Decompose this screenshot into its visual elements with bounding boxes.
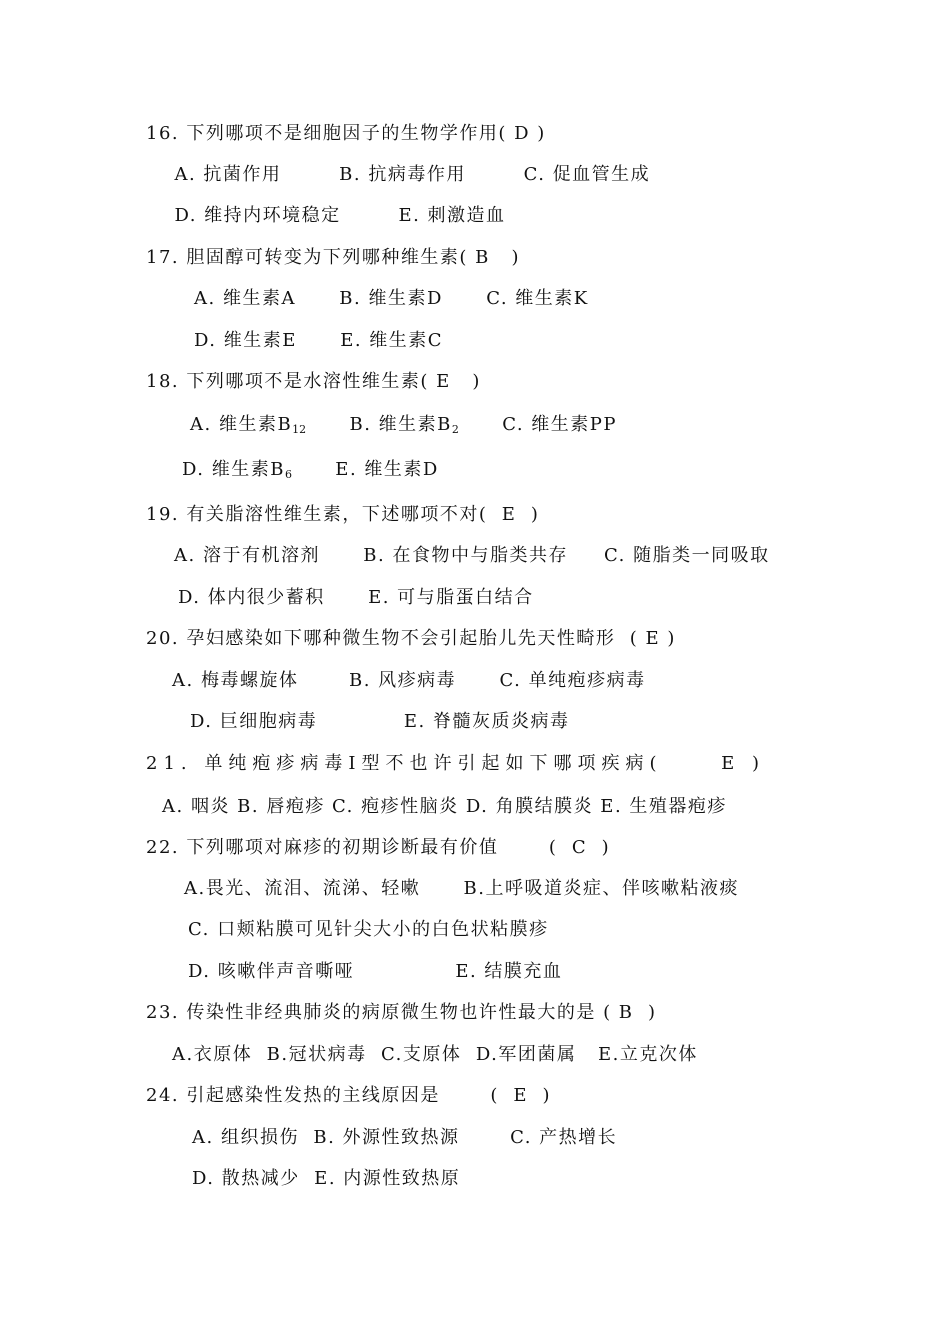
question-16-stem: 16. 下列哪项不是细胞因子的生物学作用( D ) (146, 123, 546, 144)
question-17-stem: 17. 胆固醇可转变为下列哪种维生素( B ) (146, 247, 521, 268)
question-24-stem: 24. 引起感染性发热的主线原因是 ( E ) (146, 1085, 551, 1106)
question-24-options-1: A. 组织损伤 B. 外源性致热源 C. 产热增长 (192, 1127, 618, 1148)
question-18-stem: 18. 下列哪项不是水溶性维生素( E ) (146, 371, 481, 392)
question-22-options-2: C. 口颊粘膜可见针尖大小的白色状粘膜疹 (188, 919, 549, 940)
question-22-options-1: A.畏光、流泪、流涕、轻嗽 B.上呼吸道炎症、伴咳嗽粘液痰 (184, 878, 739, 899)
question-21-options-1: A. 咽炎 B. 唇疱疹 C. 疱疹性脑炎 D. 角膜结膜炎 E. 生殖器疱疹 (162, 796, 727, 817)
question-23-options-1: A.衣原体 B.冠状病毒 C.支原体 D.军团菌属 E.立克次体 (172, 1044, 698, 1065)
question-22-options-3: D. 咳嗽伴声音嘶哑 E. 结膜充血 (188, 961, 563, 982)
question-16-options-1: A. 抗菌作用 B. 抗病毒作用 C. 促血管生成 (160, 164, 651, 185)
question-20-stem: 20. 孕妇感染如下哪种微生物不会引起胎儿先天性畸形 ( E ) (146, 628, 676, 649)
question-19-options-2: D. 体内很少蓄积 E. 可与脂蛋白结合 (178, 587, 534, 608)
question-18-options-2: D. 维生素$B_6$ E. 维生素D (182, 459, 439, 481)
question-17-options-2: D. 维生素E E. 维生素C (194, 330, 444, 351)
question-16-options-2: D. 维持内环境稳定 E. 刺激造血 (160, 205, 506, 226)
question-20-options-2: D. 巨细胞病毒 E. 脊髓灰质炎病毒 (190, 711, 570, 732)
question-18-options-1: A. 维生素$B_{12}$ B. 维生素$B_2$ C. 维生素PP (190, 414, 618, 436)
question-19-stem: 19. 有关脂溶性维生素，下述哪项不对( E ) (146, 504, 540, 525)
question-23-stem: 23. 传染性非经典肺炎的病原微生物也许性最大的是 ( B ) (146, 1002, 657, 1023)
question-17-options-1: A. 维生素A B. 维生素D C. 维生素K (194, 288, 589, 309)
question-21-stem: 21. 单纯疱疹病毒I型不也许引起如下哪项疾病( E ) (146, 753, 765, 774)
question-20-options-1: A. 梅毒螺旋体 B. 风疹病毒 C. 单纯疱疹病毒 (172, 670, 646, 691)
question-24-options-2: D. 散热减少 E. 内源性致热原 (192, 1168, 461, 1189)
question-22-stem: 22. 下列哪项对麻疹的初期诊断最有价值 ( C ) (146, 837, 611, 858)
question-19-options-1: A. 溶于有机溶剂 B. 在食物中与脂类共存 C. 随脂类一同吸取 (174, 545, 770, 566)
